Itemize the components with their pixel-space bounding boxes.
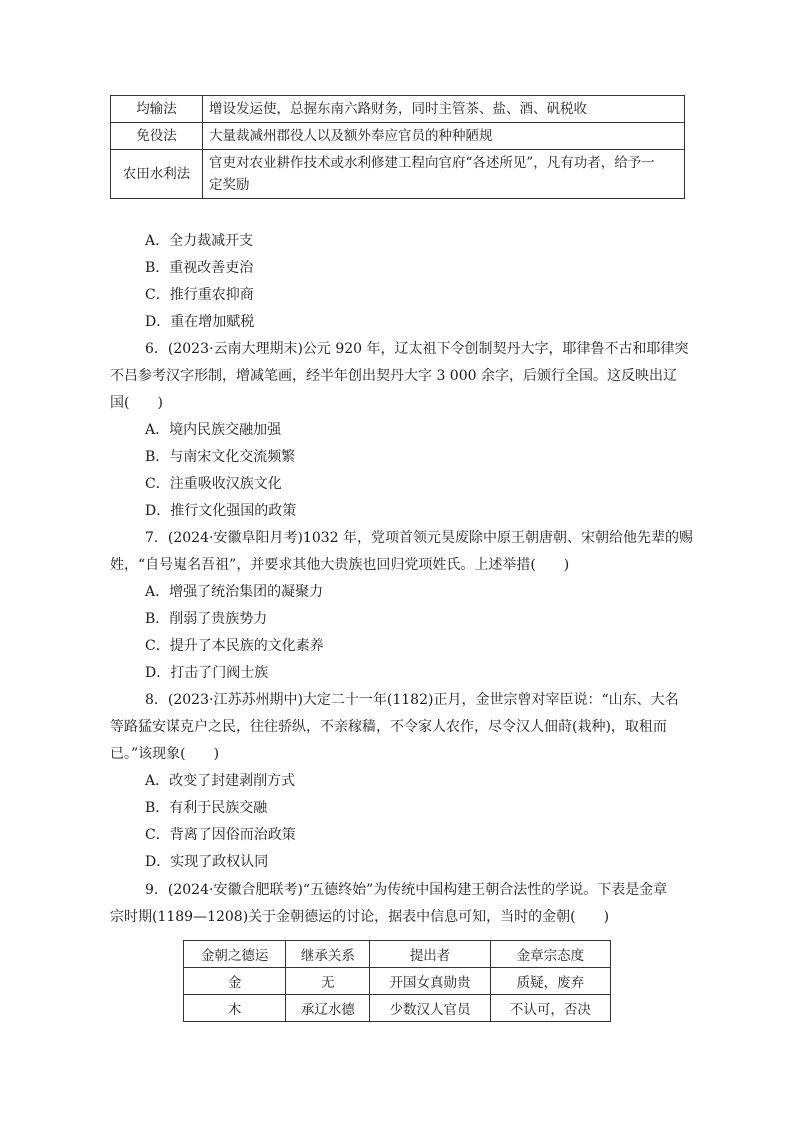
- table-cell: 少数汉人官员: [370, 995, 490, 1022]
- jin-virtue-table: [183, 940, 611, 1022]
- q7-stem-line: 姓，“自号嵬名吾祖”，并要求其他大贵族也回归党项姓氏。上述举措( ): [110, 557, 570, 573]
- q8-option-d: D．实现了政权认同: [145, 854, 269, 870]
- q6-option-b: B．与南宋文化交流频繁: [145, 449, 296, 465]
- table-cell: 承辽水德: [286, 995, 370, 1022]
- table-cell: 金: [184, 968, 286, 995]
- q7-option-d: D．打击了门阀士族: [145, 665, 269, 681]
- policy-desc-line: 官吏对农业耕作技术或水利修建工程向官府“各述所见”，凡有功者，给予一: [209, 155, 655, 171]
- q6-option-d: D．推行文化强国的政策: [145, 503, 297, 519]
- q8-stem-line: 等路猛安谋克户之民，往往骄纵，不亲稼穑，不令家人农作，尽令汉人佃莳(栽种)，取租而: [110, 719, 667, 735]
- table-row: [111, 150, 685, 199]
- q6-stem-line: 国( ): [110, 395, 163, 411]
- table-header-cell: 继承关系: [286, 941, 370, 968]
- q6-stem-line: 6．(2023·云南大理期末)公元 920 年，辽太祖下令创制契丹大字，耶律鲁不古和耶律突: [145, 341, 689, 357]
- policy-desc: 大量裁减州郡役人以及额外奉应官员的种种陋规: [203, 123, 685, 150]
- q8-option-b: B．有利于民族交融: [145, 800, 268, 816]
- q7-stem-line: 7．(2024·安徽阜阳月考)1032 年，党项首领元昊废除中原王朝唐朝、宋朝给他先辈的赐: [145, 530, 693, 546]
- table-cell: 开国女真勋贵: [370, 968, 490, 995]
- q6-stem-line: 不吕参考汉字形制，增减笔画，经半年创出契丹大字 3 000 余字，后颁行全国。这反映出辽: [110, 368, 677, 384]
- q6-option-a: A．境内民族交融加强: [145, 422, 282, 438]
- table-row: [184, 995, 611, 1022]
- policy-table: [110, 95, 685, 199]
- policy-name: 免役法: [111, 123, 203, 150]
- q7-option-c: C．提升了本民族的文化素养: [145, 638, 324, 654]
- table-cell: 无: [286, 968, 370, 995]
- q9-stem-line: 宗时期(1189—1208)关于金朝德运的讨论，据表中信息可知，当时的金朝( ): [110, 909, 610, 925]
- q5-option-a: A．全力裁减开支: [145, 233, 254, 249]
- q5-option-c: C．推行重农抑商: [145, 287, 254, 303]
- q8-stem-line: 8．(2023·江苏苏州期中)大定二十一年(1182)正月，金世宗曾对宰臣说：“山东、大名: [145, 692, 679, 708]
- table-header-row: [184, 941, 611, 968]
- q7-option-b: B．削弱了贵族势力: [145, 611, 268, 627]
- policy-name: 均输法: [111, 96, 203, 123]
- q6-option-c: C．注重吸收汉族文化: [145, 476, 282, 492]
- table-row: [111, 123, 685, 150]
- q5-option-d: D．重在增加赋税: [145, 314, 255, 330]
- q8-stem-line: 已。”该现象( ): [110, 746, 220, 762]
- table-header-cell: 金朝之德运: [184, 941, 286, 968]
- q5-option-b: B．重视改善吏治: [145, 260, 254, 276]
- q9-stem-line: 9．(2024·安徽合肥联考)“五德终始”为传统中国构建王朝合法性的学说。下表是金章: [145, 882, 668, 898]
- table-header-cell: 提出者: [370, 941, 490, 968]
- table-row: [111, 96, 685, 123]
- table-header-cell: 金章宗态度: [490, 941, 610, 968]
- policy-name: 农田水利法: [111, 150, 203, 199]
- table-cell: 木: [184, 995, 286, 1022]
- table-cell: 不认可，否决: [490, 995, 610, 1022]
- policy-desc-line: 定奖励: [209, 177, 250, 193]
- q8-option-a: A．改变了封建剥削方式: [145, 773, 296, 789]
- policy-desc: 增设发运使，总握东南六路财务，同时主管茶、盐、酒、矾税收: [203, 96, 685, 123]
- table-cell: 质疑，废弃: [490, 968, 610, 995]
- table-row: [184, 968, 611, 995]
- q7-option-a: A．增强了统治集团的凝聚力: [145, 584, 324, 600]
- q8-option-c: C．背离了因俗而治政策: [145, 827, 296, 843]
- policy-desc: [203, 150, 685, 199]
